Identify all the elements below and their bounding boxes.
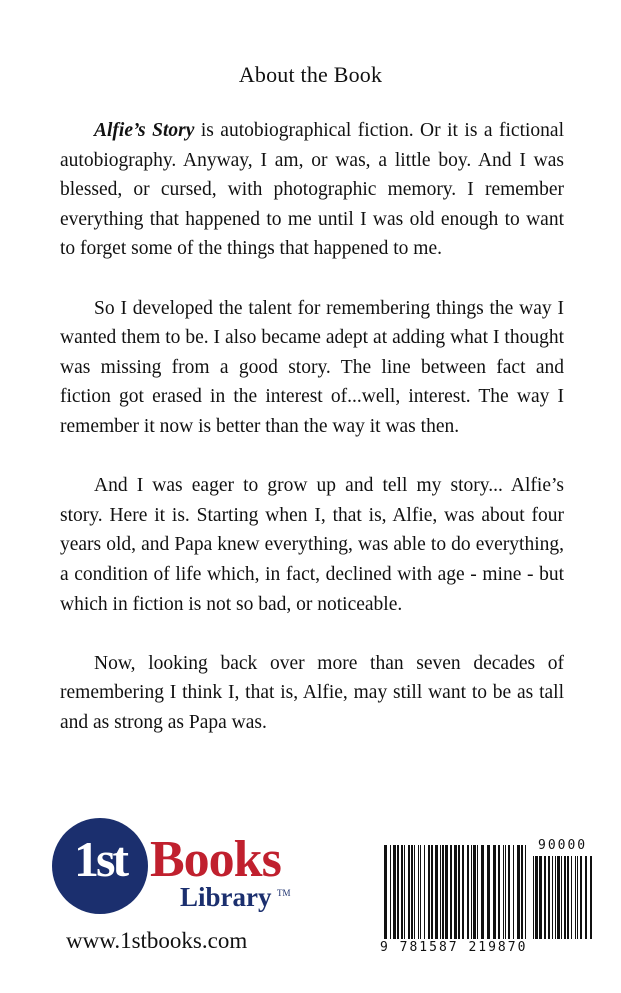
- barcode-bar: [487, 845, 490, 939]
- price-code: 90000: [538, 838, 588, 853]
- barcode-bar: [435, 845, 438, 939]
- barcode-bar: [575, 856, 576, 939]
- paragraph-4: [60, 649, 564, 738]
- barcode-bar: [517, 845, 520, 939]
- barcode-bar: [393, 845, 396, 939]
- paragraph-4-text: Now, looking back over more than seven decades of remembering I think I, that is, Alfie, may still want to be as tall and as strong as Papa was.: [60, 652, 564, 733]
- barcode-bar: [390, 845, 391, 939]
- barcode-bar: [567, 856, 569, 939]
- barcode-bar: [498, 845, 500, 939]
- barcode-bar: [555, 856, 556, 939]
- logo-library: Library: [180, 882, 272, 912]
- barcode-bar: [533, 856, 534, 939]
- barcode-bar: [548, 856, 550, 939]
- barcode-bar: [493, 845, 496, 939]
- logo-books: Books: [150, 831, 281, 888]
- barcode-bar: [557, 856, 560, 939]
- isbn-barcode: [384, 845, 530, 939]
- paragraph-2-text: So I developed the talent for remembering things the way I wanted them to be. I also became adept at adding what I thought was missing from a good story. The line between fact and fiction got erased in the interest of...well, interest. The way I remember it now is better than the way it was then.: [60, 297, 564, 437]
- barcode-bar: [414, 845, 415, 939]
- barcode-bar: [561, 856, 562, 939]
- barcode-bar: [404, 845, 405, 939]
- book-title: Alfie’s Story: [94, 120, 195, 141]
- addon-barcode: [533, 856, 595, 939]
- barcode-bar: [431, 845, 433, 939]
- barcode-bar: [508, 845, 510, 939]
- barcode-bar: [450, 845, 452, 939]
- barcode-bar: [462, 845, 464, 939]
- paragraph-3-text: And I was eager to grow up and tell my story... Alfie’s story. Here it is. Starting when I, that is, Alfie, was about four years old, and Papa knew everything, was able to do everything, a condition of life which, in fact, declined with age - mine - but which in fiction is not so bad, or noticeable.: [60, 475, 564, 615]
- barcode-bar: [505, 845, 506, 939]
- barcode-bar: [420, 845, 421, 939]
- barcode-bar: [467, 845, 469, 939]
- barcode-bar: [552, 856, 553, 939]
- publisher-logo: [52, 818, 322, 928]
- barcode-bar: [411, 845, 413, 939]
- paragraph-3: [60, 471, 564, 619]
- barcode-bar: [418, 845, 419, 939]
- barcode-bar: [471, 845, 472, 939]
- barcode-bar: [521, 845, 523, 939]
- isbn-number: 9 781587 219870: [380, 940, 528, 955]
- logo-first: 1st: [73, 831, 127, 887]
- barcode-bar: [585, 856, 587, 939]
- barcode-bar: [544, 856, 546, 939]
- barcode-bar: [397, 845, 399, 939]
- barcode-bar: [590, 856, 592, 939]
- page-title: About the Book: [238, 62, 383, 87]
- barcode-bar: [473, 845, 476, 939]
- barcode-bar: [525, 845, 526, 939]
- barcode-bar: [535, 856, 538, 939]
- paragraph-1-text: is autobiographical fiction. Or it is a fictional autobiography. Anyway, I am, or was, a little boy. And I was blessed, or cursed, with photographic memory. I remember everything that happened to me until I was old enough to want to forget some of the things that happened to me.: [60, 120, 564, 260]
- logo-trademark: TM: [277, 888, 291, 898]
- barcode-bar: [577, 856, 578, 939]
- barcode-bar: [539, 856, 542, 939]
- barcode-bar: [458, 845, 460, 939]
- paragraph-1: [60, 116, 564, 264]
- barcode-bar: [454, 845, 457, 939]
- barcode-bar: [424, 845, 425, 939]
- barcode-bar: [440, 845, 441, 939]
- barcode-bar: [408, 845, 410, 939]
- paragraph-2: [60, 294, 564, 442]
- barcode-bar: [580, 856, 582, 939]
- barcode-bar: [481, 845, 484, 939]
- barcode-bar: [445, 845, 448, 939]
- barcode-bar: [428, 845, 430, 939]
- barcode-bar: [401, 845, 403, 939]
- barcode-bar: [564, 856, 566, 939]
- barcode-bar: [442, 845, 444, 939]
- about-text: [60, 116, 564, 737]
- barcode-bar: [571, 856, 572, 939]
- barcode-bar: [513, 845, 514, 939]
- barcode-bar: [477, 845, 478, 939]
- barcode-bar: [384, 845, 387, 939]
- barcode-bar: [503, 845, 504, 939]
- publisher-website: www.1stbooks.com: [66, 928, 248, 953]
